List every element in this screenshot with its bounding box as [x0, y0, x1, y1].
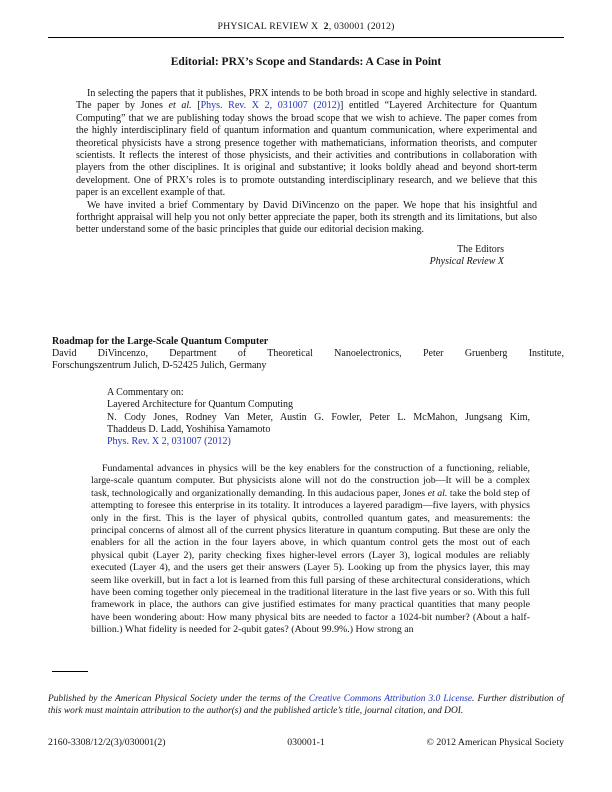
- et-al-italic: et al.: [168, 100, 192, 112]
- license-note: [48, 694, 564, 717]
- commentary-on-block: [107, 387, 530, 448]
- journal-header: [0, 21, 612, 32]
- et-al-italic: et al.: [427, 487, 448, 499]
- editorial-body: [76, 88, 537, 269]
- license-text: Published by the American Physical Society under the terms of the: [48, 694, 309, 704]
- signature-editors: The Editors: [457, 243, 504, 255]
- editorial-title: Editorial: PRX’s Scope and Standards: A Case in Point: [170, 56, 442, 68]
- footer-issn-code: 2160-3308/12/2(3)/030001(2): [48, 737, 166, 748]
- author-affiliation-line-2: Forschungszentrum Julich, D-52425 Julich, Germany: [52, 360, 267, 372]
- commentary-heading: Roadmap for the Large-Scale Quantum Computer: [52, 336, 269, 347]
- paragraph-text: ] entitled “Layered Architecture for Quantum Computing” that we are publishing today shows the broad scope that we wish to achieve. The paper comes from the highly interdisciplinary field of quantum information and quantum communication, where experimental and theoretical physicists have a strong presence together with mathematicians, information theorists, and computer scientists. It reflects the interest of those physicists, and their activities and contributions in collaboration with players from the other disciplines. It is original and substantive; it looks boldly ahead and beyond short-term development. One of PRX’s roles is to promote outstanding interdisciplinary research, and we believe that this paper is an excellent example of that.: [76, 100, 537, 199]
- paragraph-text: take the bold step of attempting to foresee this enterprise in its totality. It introduces a layered paradigm—five layers, with physics only in the first. This is the layer of physical qubits, controlled quantum gates, and measurements: the principal concerns of almost all of the current physics literature in quantum computing. But these are only the enablers for all the action in the four layers above, in which quantum control gets the most out of each physical qubit (Layer 2), parity checking fixes higher-level errors (Layer 3), logical modules are reliably executed (Layer 4), and the users get their answers (Layer 5). Looking up from the physics layer, this may seem like overkill, but in fact a lot is learned from this full parsing of these architectural considerations, which have been coming together only piecemeal in the traditional literature in the last five years or so. With this full framework in place, the authors can give justified estimates for many practical quantities that many people have been wondering about: How many physical bits are needed to factor a 1024-bit number? (About a half-billion.) What fidelity is needed for 2-qubit gates? (About 99.9%.) How strong an: [91, 487, 530, 636]
- editorial-paragraph-2: We have invited a brief Commentary by David DiVincenzo on the paper. We hope that his insightful and forthright appraisal will help you not only better appreciate the paper, both its strength and its limitations, but also better understand some of the basic principles that guide our editorial decision making.: [76, 199, 537, 236]
- signature-journal-name: Physical Review X: [429, 256, 504, 268]
- phys-rev-citation-link[interactable]: Phys. Rev. X 2, 031007 (2012): [200, 100, 341, 112]
- footnote-rule: [52, 671, 88, 672]
- journal-volume: 2: [323, 21, 329, 32]
- editors-signature: [76, 244, 537, 269]
- license-text: . Further distribution of this work must maintain attribution to the author(s) and the published article’s title, journal citation, and DOI.: [48, 694, 564, 716]
- journal-name: PHYSICAL REVIEW X: [217, 21, 319, 32]
- cited-article-link[interactable]: Phys. Rev. X 2, 031007 (2012): [107, 436, 231, 448]
- paragraph-text: In selecting the papers that it publishes, PRX intends to be both broad in scope and highly selective in standard. The paper by Jones: [76, 88, 537, 112]
- page-footer: [48, 737, 564, 748]
- commentary-on-label: A Commentary on:: [107, 387, 184, 398]
- cited-authors-line-1: N. Cody Jones, Rodney Van Meter, Austin G. Fowler, Peter L. McMahon, Jungsang Kim,: [107, 411, 530, 423]
- editorial-paragraph-1: [76, 88, 537, 200]
- author-affiliation-line-1: David DiVincenzo, Department of Theoretical Nanoelectronics, Peter Gruenberg Institute,: [52, 348, 564, 360]
- paragraph-text: [: [191, 100, 201, 112]
- cited-authors-line-2: Thaddeus D. Ladd, Yoshihisa Yamamoto: [107, 423, 271, 435]
- journal-citation: , 030001 (2012): [328, 21, 395, 32]
- footer-copyright: © 2012 American Physical Society: [426, 737, 564, 748]
- commentary-header-block: [52, 336, 564, 373]
- header-rule: [48, 37, 564, 38]
- commentary-body-paragraph: [91, 463, 530, 637]
- cited-article-title: Layered Architecture for Quantum Computing: [107, 399, 294, 411]
- footer-page-number: 030001-1: [287, 737, 325, 748]
- paragraph-text: Fundamental advances in physics will be the key enablers for the construction of a functioning, reliable, large-scale quantum computer. But physicists alone will not do the construction job—It will be a complex task, technologically and organizationally demanding. In this audacious paper, Jones: [91, 463, 530, 499]
- creative-commons-license-link[interactable]: Creative Commons Attribution 3.0 License: [308, 694, 473, 704]
